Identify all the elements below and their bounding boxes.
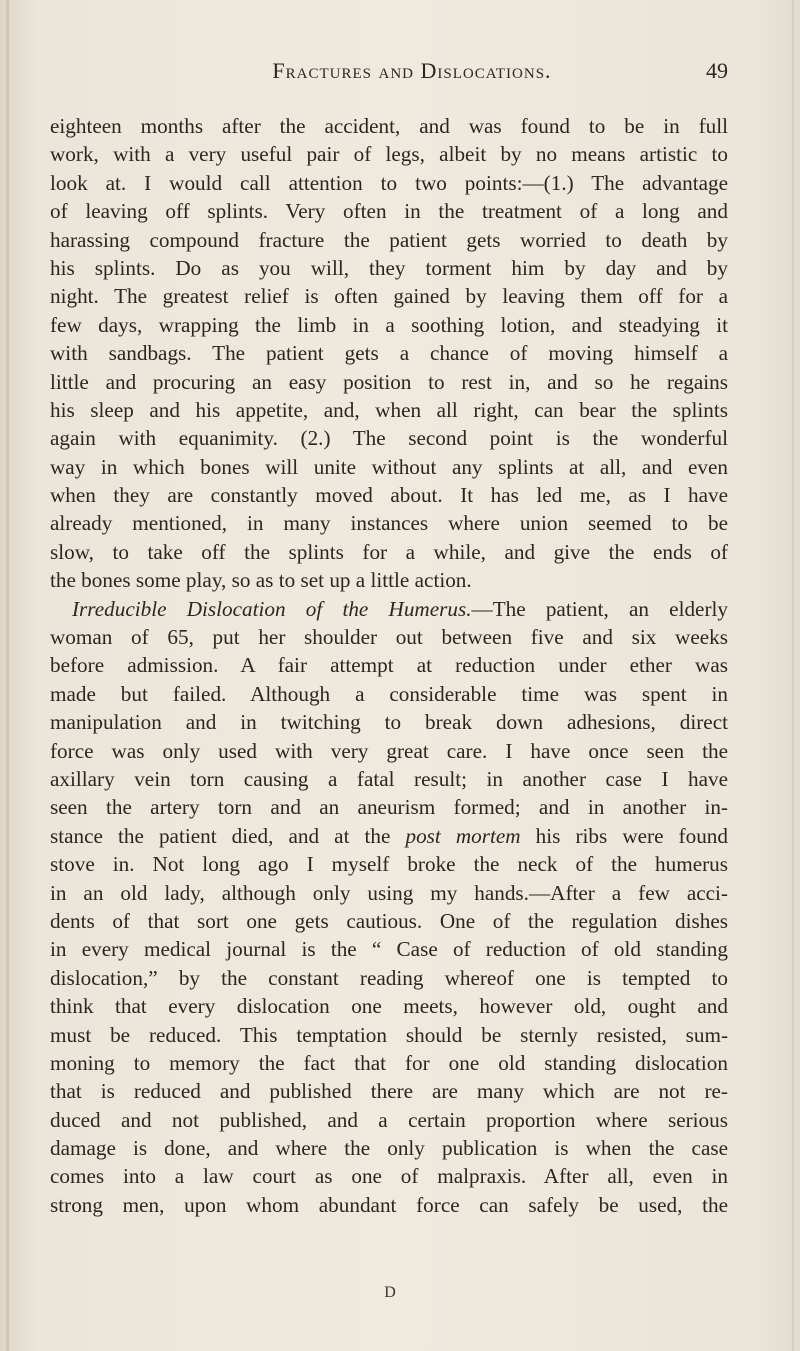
section-first-line	[50, 595, 728, 623]
text-line: his sleep and his appetite, and, when all right, can bear the splints	[50, 397, 728, 422]
text-line: work, with a very useful pair of legs, albeit by no means artistic to	[50, 142, 728, 167]
text-line: when they are constantly moved about. It has led me, as I have	[50, 483, 728, 508]
text-line: woman of 65, put her shoulder out between five and six weeks	[50, 625, 728, 650]
text-line: already mentioned, in many instances where union seemed to be	[50, 511, 728, 536]
text-line: axillary vein torn causing a fatal result; in another case I have	[50, 766, 728, 791]
signature-mark: D	[384, 1284, 396, 1301]
text-line: the bones some play, so as to set up a little action.	[50, 568, 472, 593]
text-line: harassing compound fracture the patient gets worried to death by	[50, 227, 728, 252]
page-edge	[792, 0, 794, 1351]
text-line: way in which bones will unite without any splints at all, and even	[50, 454, 728, 479]
text-line: in every medical journal is the “ Case of reduction of old standing	[50, 937, 728, 962]
text-line: dislocation,” by the constant reading whereof one is tempted to	[50, 965, 728, 990]
text-line: must be reduced. This temptation should be sternly resisted, sum-	[50, 1022, 728, 1047]
text-line: stove in. Not long ago I myself broke the neck of the humerus	[50, 852, 728, 877]
running-head	[0, 58, 800, 98]
text-line: think that every dislocation one meets, however old, ought and	[50, 994, 728, 1019]
post-mortem-after: his ribs were found	[520, 823, 728, 848]
text-line: strong men, upon whom abundant force can safely be used, the	[50, 1192, 728, 1217]
text-line: force was only used with very great care. I have once seen the	[50, 738, 728, 763]
text-line: few days, wrapping the limb in a soothing lotion, and steadying it	[50, 312, 728, 337]
post-mortem-line	[50, 822, 728, 850]
text-line: eighteen months after the accident, and was found to be in full	[50, 114, 728, 138]
section-heading: Irreducible Dislocation of the Humerus.	[72, 596, 472, 621]
text-line: duced and not published, and a certain proportion where serious	[50, 1107, 728, 1132]
text-line: seen the artery torn and an aneurism formed; and in another in-	[50, 795, 728, 820]
text-line: damage is done, and where the only publication is when the case	[50, 1136, 728, 1161]
text-line: in an old lady, although only using my hands.—After a few acci-	[50, 880, 728, 905]
text-line: moning to memory the fact that for one old standing dislocation	[50, 1050, 728, 1075]
text-line: his splints. Do as you will, they torment him by day and by	[50, 255, 728, 280]
text-line: comes into a law court as one of malpraxis. After all, even in	[50, 1164, 728, 1189]
text-line: dents of that sort one gets cautious. One of the regulation dishes	[50, 908, 728, 933]
text-line: before admission. A fair attempt at reduction under ether was	[50, 653, 728, 678]
section-first-line-rest: —The patient, an elderly	[471, 596, 728, 621]
text-line: manipulation and in twitching to break down adhesions, direct	[50, 710, 728, 735]
page-gutter	[6, 0, 9, 1351]
text-line: made but failed. Although a considerable time was spent in	[50, 681, 728, 706]
text-line: again with equanimity. (2.) The second point is the wonderful	[50, 426, 728, 451]
text-line: that is reduced and published there are many which are not re-	[50, 1079, 728, 1104]
text-line: slow, to take off the splints for a while, and give the ends of	[50, 539, 728, 564]
running-title: Fractures and Dislocations.	[272, 58, 552, 83]
post-mortem-italic: post mortem	[405, 823, 521, 848]
text-line: with sandbags. The patient gets a chance of moving himself a	[50, 341, 728, 366]
post-mortem-before: stance the patient died, and at the	[50, 823, 406, 848]
body-text	[50, 112, 728, 1219]
text-line: of leaving off splints. Very often in the treatment of a long and	[50, 199, 728, 224]
text-line: little and procuring an easy position to rest in, and so he regains	[50, 369, 728, 394]
page-number: 49	[706, 58, 728, 83]
text-line: look at. I would call attention to two points:—(1.) The advantage	[50, 170, 728, 195]
text-line: night. The greatest relief is often gained by leaving them off for a	[50, 284, 728, 309]
